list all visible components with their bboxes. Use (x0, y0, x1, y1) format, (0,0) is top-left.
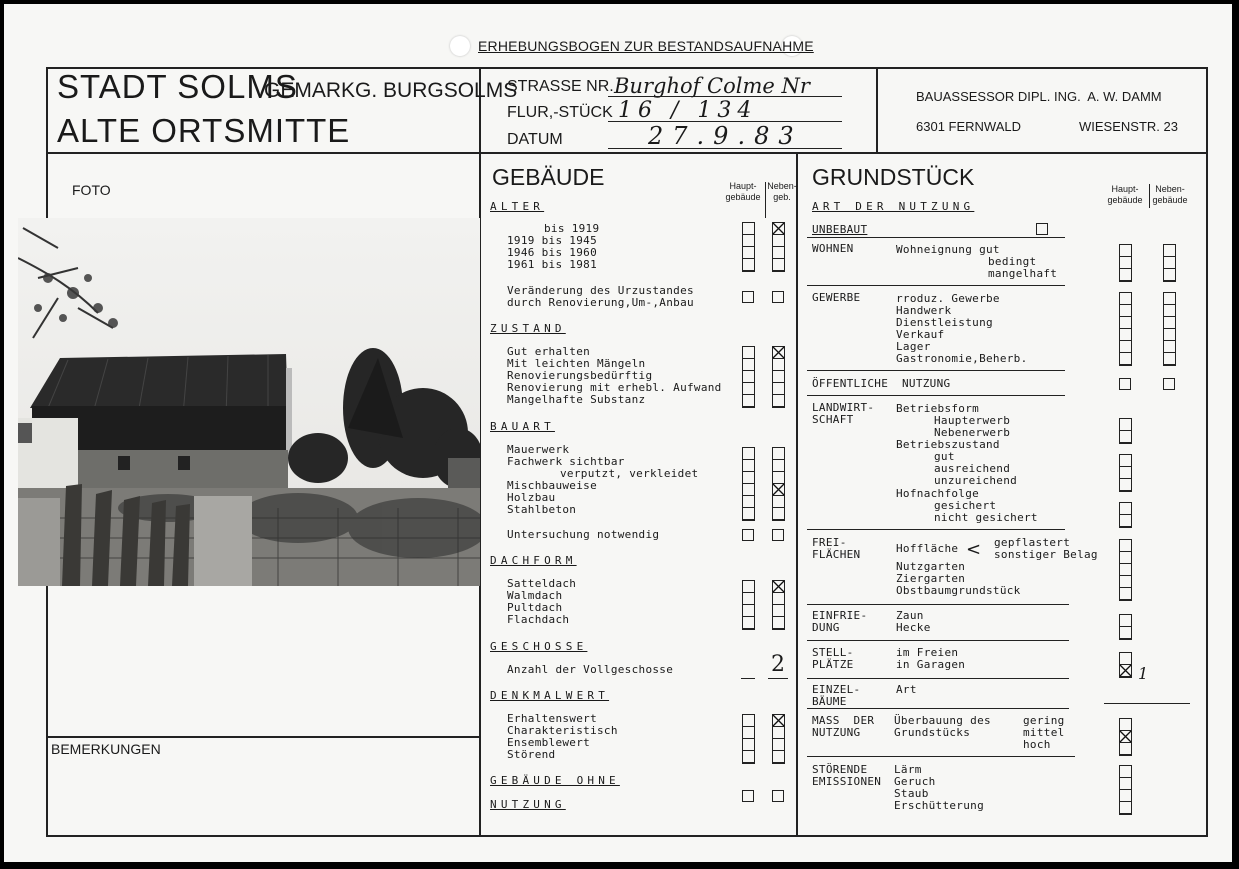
alter-change-2: durch Renovierung,Um-,Anbau (507, 296, 694, 309)
lw-item-9: gesichert (934, 499, 997, 512)
survey-sheet (4, 4, 1232, 862)
rule-unbebaut (807, 237, 1065, 238)
alter-item-3: 1946 bis 1960 (507, 246, 597, 259)
bauart-item-2: Fachwerk sichtbar (507, 455, 625, 468)
denkmal-item-3: Ensemblewert (507, 736, 591, 749)
gewerbe-item-2: Handwerk (896, 304, 952, 317)
einzel-item-1: Art (896, 683, 917, 696)
lw-zustand-boxes[interactable] (1119, 454, 1132, 492)
rule-landwirtschaft (807, 529, 1065, 530)
wohnen-neben-boxes[interactable] (1163, 244, 1176, 282)
rule-frei (807, 604, 1069, 605)
denkmal-item-2: Charakteristisch (507, 724, 618, 737)
dachform-neben-boxes[interactable] (772, 580, 785, 630)
unbebaut-checkbox[interactable] (1036, 223, 1048, 235)
divider-v2 (876, 67, 878, 154)
gewerbe-item-4: Verkauf (896, 328, 945, 341)
emission-item-3: Staub (894, 787, 929, 800)
gewerbe-item-5: Lager (896, 340, 931, 353)
ohne-heading-1: GEBÄUDE OHNE (490, 774, 620, 787)
untersuchung-haupt-checkbox[interactable] (742, 529, 754, 541)
stell-note[interactable]: 1 (1138, 664, 1149, 683)
building-photo (18, 218, 480, 586)
emission-label-2: EMISSIONEN (812, 775, 882, 788)
geschosse-value[interactable]: 2 (771, 652, 785, 677)
gewerbe-item-6: Gastronomie,Beherb. (896, 352, 1028, 365)
rule-gewerbe (807, 370, 1065, 371)
hof-opt-1: gepflastert (994, 536, 1071, 549)
bemerkungen-divider (46, 736, 481, 738)
einzel-label-2: BÄUME (812, 695, 847, 708)
zustand-item-5: Mangelhafte Substanz (507, 393, 646, 406)
unbebaut-label: UNBEBAUT (812, 223, 868, 236)
alter-neben-boxes[interactable] (772, 222, 785, 272)
lw-item-3: Nebenerwerb (934, 426, 1011, 439)
einfriedung-boxes[interactable] (1119, 614, 1132, 640)
denkmalwert-heading: DENKMALWERT (490, 689, 610, 702)
rule-einfriedung (807, 640, 1069, 641)
alter-haupt-boxes[interactable] (742, 222, 755, 272)
rule-mass (807, 756, 1075, 757)
landwirtschaft-label-2: SCHAFT (812, 413, 854, 426)
mass-boxes[interactable] (1119, 718, 1132, 756)
datum-value[interactable]: 27.9.83 (648, 122, 803, 150)
emission-item-1: Lärm (894, 763, 922, 776)
datum-label: DATUM (507, 131, 563, 148)
gewerbe-item-3: Dienstleistung (896, 316, 993, 329)
hof-opt-2: sonstiger Belag (994, 548, 1098, 561)
ortsteil-title: ALTE ORTSMITTE (57, 112, 351, 149)
zustand-neben-boxes[interactable] (772, 346, 785, 408)
frame-bottom (46, 835, 1208, 837)
oeffentlich-label: ÖFFENTLICHE NUTZUNG (812, 377, 951, 390)
frei-label-2: FLÄCHEN (812, 548, 861, 561)
frei-boxes[interactable] (1119, 539, 1132, 601)
divider-v3 (796, 152, 798, 837)
lw-item-1: Betriebsform (896, 402, 980, 415)
alter-item-2: 1919 bis 1945 (507, 234, 597, 247)
geschosse-label: Anzahl der Vollgeschosse (507, 663, 674, 676)
einfriedung-label-1: EINFRIE- (812, 609, 868, 622)
oeffentlich-haupt-checkbox[interactable] (1119, 378, 1131, 390)
untersuchung-label: Untersuchung notwendig (507, 528, 660, 541)
flur-value[interactable]: 16 / 134 (618, 98, 758, 123)
author-line1: BAUASSESSOR DIPL. ING. A. W. DAMM (916, 89, 1162, 104)
change-haupt-checkbox[interactable] (742, 291, 754, 303)
gewerbe-haupt-boxes[interactable] (1119, 292, 1132, 366)
bauart-item-3: verputzt, verkleidet (560, 467, 699, 480)
mass-label-1: MASS DER (812, 714, 875, 727)
geschosse-heading: GESCHOSSE (490, 640, 588, 653)
foto-label: FOTO (72, 182, 111, 198)
photo-image (18, 218, 480, 586)
bauart-heading: BAUART (490, 420, 555, 433)
rule-stell (807, 678, 1069, 679)
gewerbe-neben-boxes[interactable] (1163, 292, 1176, 366)
frame-right (1206, 67, 1208, 837)
stell-boxes[interactable] (1119, 652, 1132, 678)
lw-betriebsform-boxes[interactable] (1119, 418, 1132, 444)
ohne-neben-checkbox[interactable] (772, 790, 784, 802)
lw-item-2: Haupterwerb (934, 414, 1011, 427)
gebaeude-title: GEBÄUDE (492, 164, 605, 190)
einfriedung-item-1: Zaun (896, 609, 924, 622)
author-line2-left: 6301 FERNWALD (916, 119, 1021, 134)
stell-label-1: STELL- (812, 646, 854, 659)
bauart-neben-boxes[interactable] (772, 447, 785, 521)
mass-opt-2: mittel (1023, 726, 1065, 739)
gebaeude-col-neben: Neben- geb. (767, 181, 797, 202)
mass-opt-1: gering (1023, 714, 1065, 727)
rule-einzel (807, 708, 1069, 709)
denkmal-item-4: Störend (507, 748, 556, 761)
lw-item-5: gut (934, 450, 955, 463)
zustand-item-1: Gut erhalten (507, 345, 591, 358)
dachform-item-4: Flachdach (507, 613, 570, 626)
punch-hole-left (450, 36, 470, 56)
alter-item-4: 1961 bis 1981 (507, 258, 597, 271)
frei-label-1: FREI- (812, 536, 847, 549)
zustand-item-4: Renovierung mit erhebl. Aufwand (507, 381, 722, 394)
gewerbe-label: GEWERBE (812, 291, 861, 304)
gebaeude-col-sep (765, 182, 766, 218)
wohnen-haupt-boxes[interactable] (1119, 244, 1132, 282)
mass-item-1: Überbauung des (894, 714, 991, 727)
grundstueck-col-neben: Neben- gebäude (1152, 184, 1188, 205)
dachform-item-1: Satteldach (507, 577, 577, 590)
bauart-item-1: Mauerwerk (507, 443, 570, 456)
oeffentlich-neben-checkbox[interactable] (1163, 378, 1175, 390)
wohnen-item-2: bedingt (988, 255, 1037, 268)
bauart-haupt-boxes[interactable] (742, 447, 755, 521)
bauart-item-6: Stahlbeton (507, 503, 577, 516)
mass-opt-3: hoch (1023, 738, 1051, 751)
mass-label-2: NUTZUNG (812, 726, 861, 739)
lw-nachfolge-boxes[interactable] (1119, 502, 1132, 528)
hofflaeche-label: Hoffläche (896, 542, 959, 555)
ohne-heading-2: NUTZUNG (490, 798, 566, 811)
frei-item-3: Obstbaumgrundstück (896, 584, 1021, 597)
form-title: ERHEBUNGSBOGEN ZUR BESTANDSAUFNAHME (478, 38, 814, 54)
stadt-title: STADT SOLMS (57, 68, 298, 105)
bemerkungen-label: BEMERKUNGEN (51, 741, 161, 757)
lw-item-10: nicht gesichert (934, 511, 1038, 524)
emission-label-1: STÖRENDE (812, 763, 868, 776)
frei-item-1: Nutzgarten (896, 560, 966, 573)
nutzung-heading: ART DER NUTZUNG (812, 200, 975, 213)
change-neben-checkbox[interactable] (772, 291, 784, 303)
geschosse-line-2 (768, 678, 788, 679)
dachform-item-2: Walmdach (507, 589, 563, 602)
gemarkung: GEMARKG. BURGSOLMS (264, 79, 518, 102)
alter-item-1: bis 1919 (544, 222, 600, 235)
dachform-item-3: Pultdach (507, 601, 563, 614)
hof-bracket: < (966, 539, 982, 560)
wohnen-item-3: mangelhaft (988, 267, 1058, 280)
grundstueck-title: GRUNDSTÜCK (812, 164, 975, 190)
ohne-haupt-checkbox[interactable] (742, 790, 754, 802)
rule-oeffentlich (807, 395, 1065, 396)
einfriedung-item-2: Hecke (896, 621, 931, 634)
zustand-item-2: Mit leichten Mängeln (507, 357, 646, 370)
strasse-label: STRASSE NR. (507, 78, 614, 95)
rule-wohnen (807, 285, 1065, 286)
bauart-item-5: Holzbau (507, 491, 556, 504)
einzel-label-1: EINZEL- (812, 683, 861, 696)
dachform-haupt-boxes[interactable] (742, 580, 755, 630)
grundstueck-col-haupt: Haupt- gebäude (1107, 184, 1143, 205)
author-line2-right: WIESENSTR. 23 (1079, 119, 1178, 134)
lw-item-8: Hofnachfolge (896, 487, 980, 500)
denkmal-neben-boxes[interactable] (772, 714, 785, 764)
alter-heading: ALTER (490, 200, 545, 213)
grundstueck-col-sep (1149, 184, 1150, 208)
flur-label: FLUR,-STÜCK (507, 104, 613, 121)
header-divider (46, 152, 1208, 154)
gewerbe-item-1: rroduz. Gewerbe (896, 292, 1000, 305)
lw-item-7: unzureichend (934, 474, 1018, 487)
zustand-item-3: Renovierungsbedürftig (507, 369, 653, 382)
bauart-item-4: Mischbauweise (507, 479, 597, 492)
gebaeude-col-haupt: Haupt- gebäude (725, 181, 761, 202)
alter-change-1: Veränderung des Urzustandes (507, 284, 694, 297)
mass-item-2: Grundstücks (894, 726, 971, 739)
stell-label-2: PLÄTZE (812, 658, 854, 671)
dachform-heading: DACHFORM (490, 554, 577, 567)
rule-einzel-right (1104, 703, 1190, 704)
lw-item-4: Betriebszustand (896, 438, 1000, 451)
emission-item-4: Erschütterung (894, 799, 984, 812)
wohnen-item-1: Wohneignung gut (896, 243, 1000, 256)
einfriedung-label-2: DUNG (812, 621, 840, 634)
denkmal-item-1: Erhaltenswert (507, 712, 597, 725)
lw-item-6: ausreichend (934, 462, 1011, 475)
emission-boxes[interactable] (1119, 765, 1132, 815)
strasse-value[interactable]: Burghof Colme Nr (614, 74, 810, 98)
wohnen-label: WOHNEN (812, 242, 854, 255)
stell-item-2: in Garagen (896, 658, 966, 671)
landwirtschaft-label-1: LANDWIRT- (812, 401, 875, 414)
zustand-heading: ZUSTAND (490, 322, 566, 335)
stell-item-1: im Freien (896, 646, 959, 659)
geschosse-line-1 (741, 678, 755, 679)
denkmal-haupt-boxes[interactable] (742, 714, 755, 764)
emission-item-2: Geruch (894, 775, 936, 788)
frei-item-2: Ziergarten (896, 572, 966, 585)
zustand-haupt-boxes[interactable] (742, 346, 755, 408)
untersuchung-neben-checkbox[interactable] (772, 529, 784, 541)
